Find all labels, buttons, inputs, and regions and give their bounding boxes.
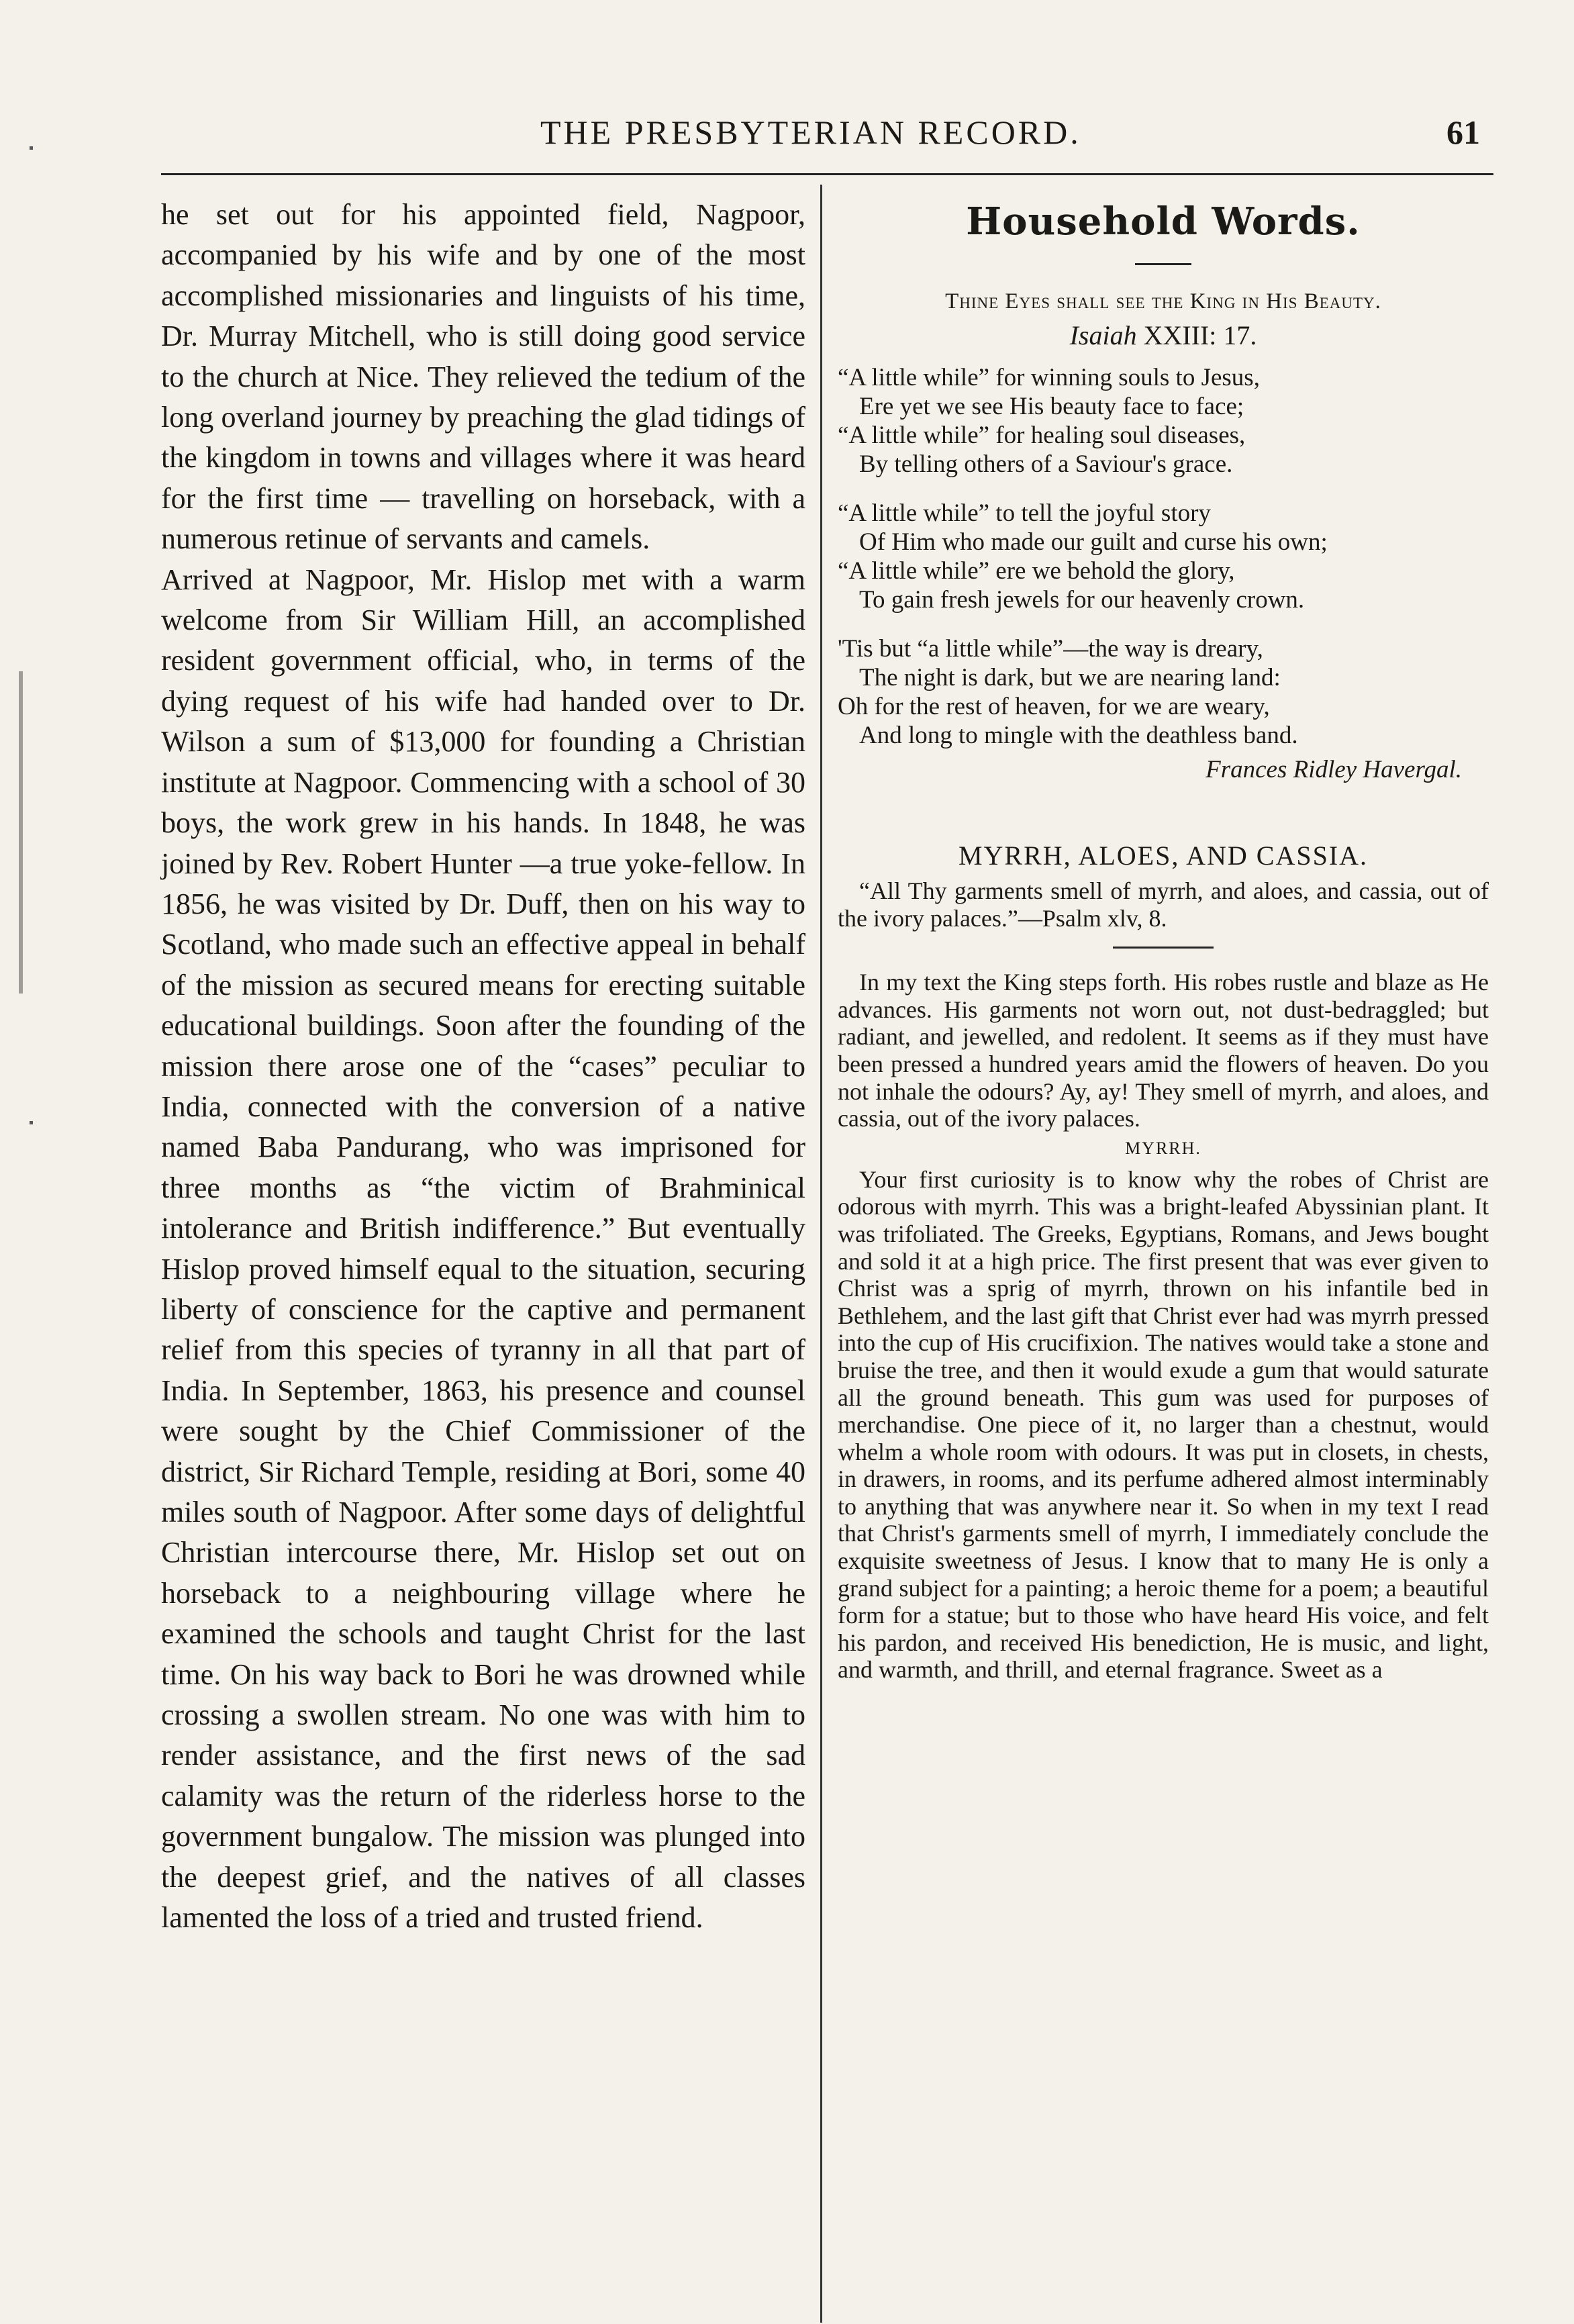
header-rule <box>161 173 1493 175</box>
hymn-line: Ere yet we see His beauty face to face; <box>859 393 1244 420</box>
article-paragraph: Arrived at Nagpoor, Mr. Hislop met with a warm welcome from Sir William Hill, an accomplished resident government official, who, in terms of the dying request of his wife had handed over to Dr. Wilson a sum of $13,000 for founding a Christian institute at Nagpoor. Commencing with a school of 30 boys, the work grew in his hands. In 1848, he was joined by Rev. Robert Hunter —a true yoke-fellow. In 1856, he was visited by Dr. Duff, then on his way to Scotland, who made such an effective appeal in behalf of the mission as secured means for erecting suitable educational buildings. Soon after the founding of the mission there arose one of the “cases” peculiar to India, connected with the conversion of a native named Baba Pandurang, who was imprisoned for three months as “the victim of Brahminical intolerance and British indifference.” But eventually Hislop proved himself equal to the situation, securing liberty of conscience for the captive and permanent relief from this species of tyranny in all that part of India. In September, 1863, his presence and counsel were sought by the Chief Commissioner of the district, Sir Richard Temple, residing at Bori, some 40 miles south of Nagpoor. After some days of delightful Christian intercourse there, Mr. Hislop set out on horseback to a neighbouring village where he examined the schools and taught Christ for the last time. On his way back to Bori he was drowned while crossing a swollen stream. No one was with him to render assistance, and the first news of the sad calamity was the return of the riderless horse to the government bungalow. The mission was plunged into the deepest grief, and the natives of all classes lamented the loss of a tried and trusted friend. <box>161 563 805 1935</box>
hymn-line: Of Him who made our guilt and curse his own; <box>859 528 1328 556</box>
hymn-stanza <box>838 499 1489 614</box>
title-rule <box>1135 263 1191 265</box>
hymn-line: The night is dark, but we are nearing land: <box>859 664 1281 691</box>
hymn-stanza <box>838 634 1489 750</box>
essay-epigraph: “All Thy garments smell of myrrh, and aloes, and cassia, out of the ivory palaces.”—Psalm xlv, 8. <box>838 877 1489 932</box>
reference-verse: XXIII: 17. <box>1143 320 1257 350</box>
section-title: Household Words. <box>966 199 1361 244</box>
essay-subheading: MYRRH. <box>1125 1138 1201 1158</box>
margin-mark <box>19 671 23 994</box>
hymn-reference <box>838 318 1489 354</box>
right-column <box>838 195 1489 1684</box>
hymn-line: “A little while” for healing soul diseases, <box>838 422 1246 449</box>
hymn-title: Thine Eyes shall see the King in His Beauty. <box>945 289 1381 313</box>
essay-body: Your first curiosity is to know why the robes of Christ are odorous with myrrh. This was a bright-leafed Abyssinian plant. It was trifoliated. The Greeks, Egyptians, Romans, and Jews bought and sold it at a high price. The first present that was ever given to Christ was a sprig of myrrh, thrown on his infantile bed in Bethlehem, and the last gift that Christ ever had was myrrh pressed into the cup of His crucifixion. The natives would take a stone and bruise the tree, and then it would exude a gum that would saturate all the ground beneath. This gum was used for purposes of merchandise. One piece of it, no larger than a chestnut, would whelm a whole room with odours. It was put in closets, in chests, in drawers, in rooms, and its perfume adhered almost interminably to anything that was anywhere near it. So when in my text I read that Christ's garments smell of myrrh, I immediately conclude the exquisite sweetness of Jesus. I know that to many He is only a grand subject for a painting; a heroic theme for a poem; a beautiful form for a statue; but to those who have heard His voice, and felt his pardon, and received His benediction, He is music, and light, and warmth, and thrill, and eternal fragrance. Sweet as a <box>838 1165 1489 1684</box>
column-divider <box>820 185 822 2323</box>
hymn-line: “A little while” for winning souls to Jesus, <box>838 364 1260 391</box>
hymn-line: “A little while” ere we behold the glory, <box>838 557 1235 585</box>
margin-mark <box>30 146 33 150</box>
running-title: THE PRESBYTERIAN RECORD. <box>540 113 1081 151</box>
hymn-line: “A little while” to tell the joyful story <box>838 499 1211 527</box>
margin-mark <box>30 1121 33 1124</box>
hymn-author: Frances Ridley Havergal. <box>1206 756 1462 783</box>
essay-intro: In my text the King steps forth. His robes rustle and blaze as He advances. His garments not worn out, not dust-bedraggled; but radiant, and jewelled, and redolent. It seems as if they must have been pressed a hundred years amid the flowers of heaven. Do you not inhale the odours? Ay, ay! They smell of myrrh, and aloes, and cassia, out of the ivory palaces. <box>838 969 1489 1132</box>
hymn-stanza <box>838 363 1489 479</box>
reference-book: Isaiah <box>1069 320 1137 350</box>
page-number: 61 <box>1446 113 1480 151</box>
epigraph-rule <box>1113 947 1214 949</box>
hymn-line: To gain fresh jewels for our heavenly crown. <box>859 586 1305 614</box>
hymn-line: Oh for the rest of heaven, for we are weary, <box>838 693 1270 720</box>
left-column <box>161 195 805 1938</box>
hymn-line: 'Tis but “a little while”—the way is dreary, <box>838 635 1263 663</box>
article-paragraph: he set out for his appointed field, Nagpoor, accompanied by his wife and by one of the most accomplished missionaries and linguists of his time, Dr. Murray Mitchell, who is still doing good service to the church at Nice. They relieved the tedium of the long overland journey by preaching the glad tidings of the kingdom in towns and villages where it was heard for the first time — travelling on horseback, with a numerous retinue of servants and camels. <box>161 198 805 556</box>
running-head <box>158 113 1500 160</box>
essay-title: MYRRH, ALOES, AND CASSIA. <box>958 840 1369 871</box>
hymn-line: And long to mingle with the deathless band. <box>859 722 1298 749</box>
hymn-line: By telling others of a Saviour's grace. <box>859 450 1233 478</box>
